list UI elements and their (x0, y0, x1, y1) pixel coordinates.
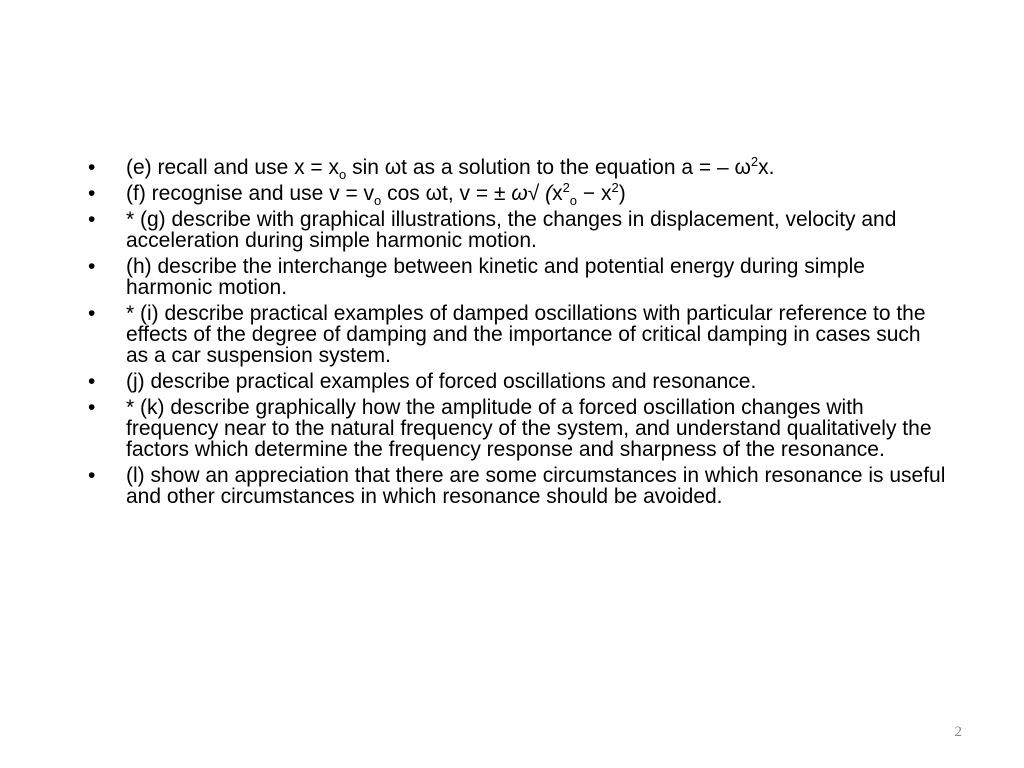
bullet-text (126, 370, 756, 393)
text-segment: (f) recognise and use v = v (126, 182, 375, 205)
text-segment: 2 (562, 180, 570, 195)
text-segment: o (339, 167, 347, 183)
bullet-item (88, 154, 948, 183)
bullet-item (88, 397, 948, 460)
slide-content (88, 154, 948, 512)
bullet-item (88, 303, 948, 366)
bullet-text (126, 464, 945, 508)
text-segment: * (i) describe practical examples of damped oscillations with particular reference to the effects of the degree of damping and the importance of critical damping in cases such as a car suspension system. (126, 302, 926, 367)
bullet-marker: • (88, 370, 96, 393)
bullet-item (88, 180, 948, 209)
bullet-item (88, 256, 948, 298)
text-segment: (l) show an appreciation that there are some circumstances in which resonance is useful and other circumstances in which resonance should be avoided. (126, 464, 946, 508)
text-segment: ) (618, 182, 626, 205)
text-segment: 2 (750, 154, 759, 169)
text-segment: (h) describe the interchange between kinetic and potential energy during simple harmonic motion. (126, 255, 865, 299)
text-segment: * (k) describe graphically how the amplitude of a forced oscillation changes with frequency near to the natural frequency of the system, and understand qualitatively the factors which determine the frequency response and sharpness of the resonance. (126, 396, 932, 461)
text-segment: (j) describe practical examples of forced oscillations and resonance. (126, 370, 757, 393)
bullet-item (88, 209, 948, 251)
bullet-text (126, 302, 926, 367)
bullet-text (126, 180, 626, 209)
text-segment: (e) recall and use x = x (126, 156, 340, 179)
text-segment: − x (577, 182, 612, 205)
bullet-item (88, 465, 948, 507)
bullet-marker: • (88, 156, 96, 179)
text-segment: o (569, 193, 578, 209)
bullet-text (126, 208, 896, 252)
text-segment: x. (758, 156, 775, 179)
text-segment: o (374, 193, 382, 209)
text-segment: sin ωt as a solution to the equation a = – ω (346, 156, 751, 179)
text-segment: * (g) describe with graphical illustrations, the changes in displacement, velocity and acceleration during simple harmonic motion. (126, 208, 897, 252)
bullet-text (126, 255, 865, 299)
bullet-marker: • (88, 208, 96, 231)
page-number: 2 (954, 724, 962, 740)
bullet-list (88, 154, 948, 508)
bullet-marker: • (88, 182, 96, 205)
text-segment: √ (527, 182, 546, 205)
text-segment: 2 (611, 180, 619, 195)
bullet-text (126, 396, 932, 461)
text-segment: x (552, 182, 563, 205)
text-segment: cos ωt, v = ± (381, 182, 512, 205)
bullet-marker: • (88, 255, 96, 278)
bullet-marker: • (88, 302, 96, 325)
bullet-marker: • (88, 464, 96, 487)
text-segment: ω (511, 182, 528, 205)
bullet-marker: • (88, 396, 96, 419)
bullet-item (88, 371, 948, 392)
text-segment: ( (545, 182, 553, 205)
bullet-text (126, 154, 775, 183)
